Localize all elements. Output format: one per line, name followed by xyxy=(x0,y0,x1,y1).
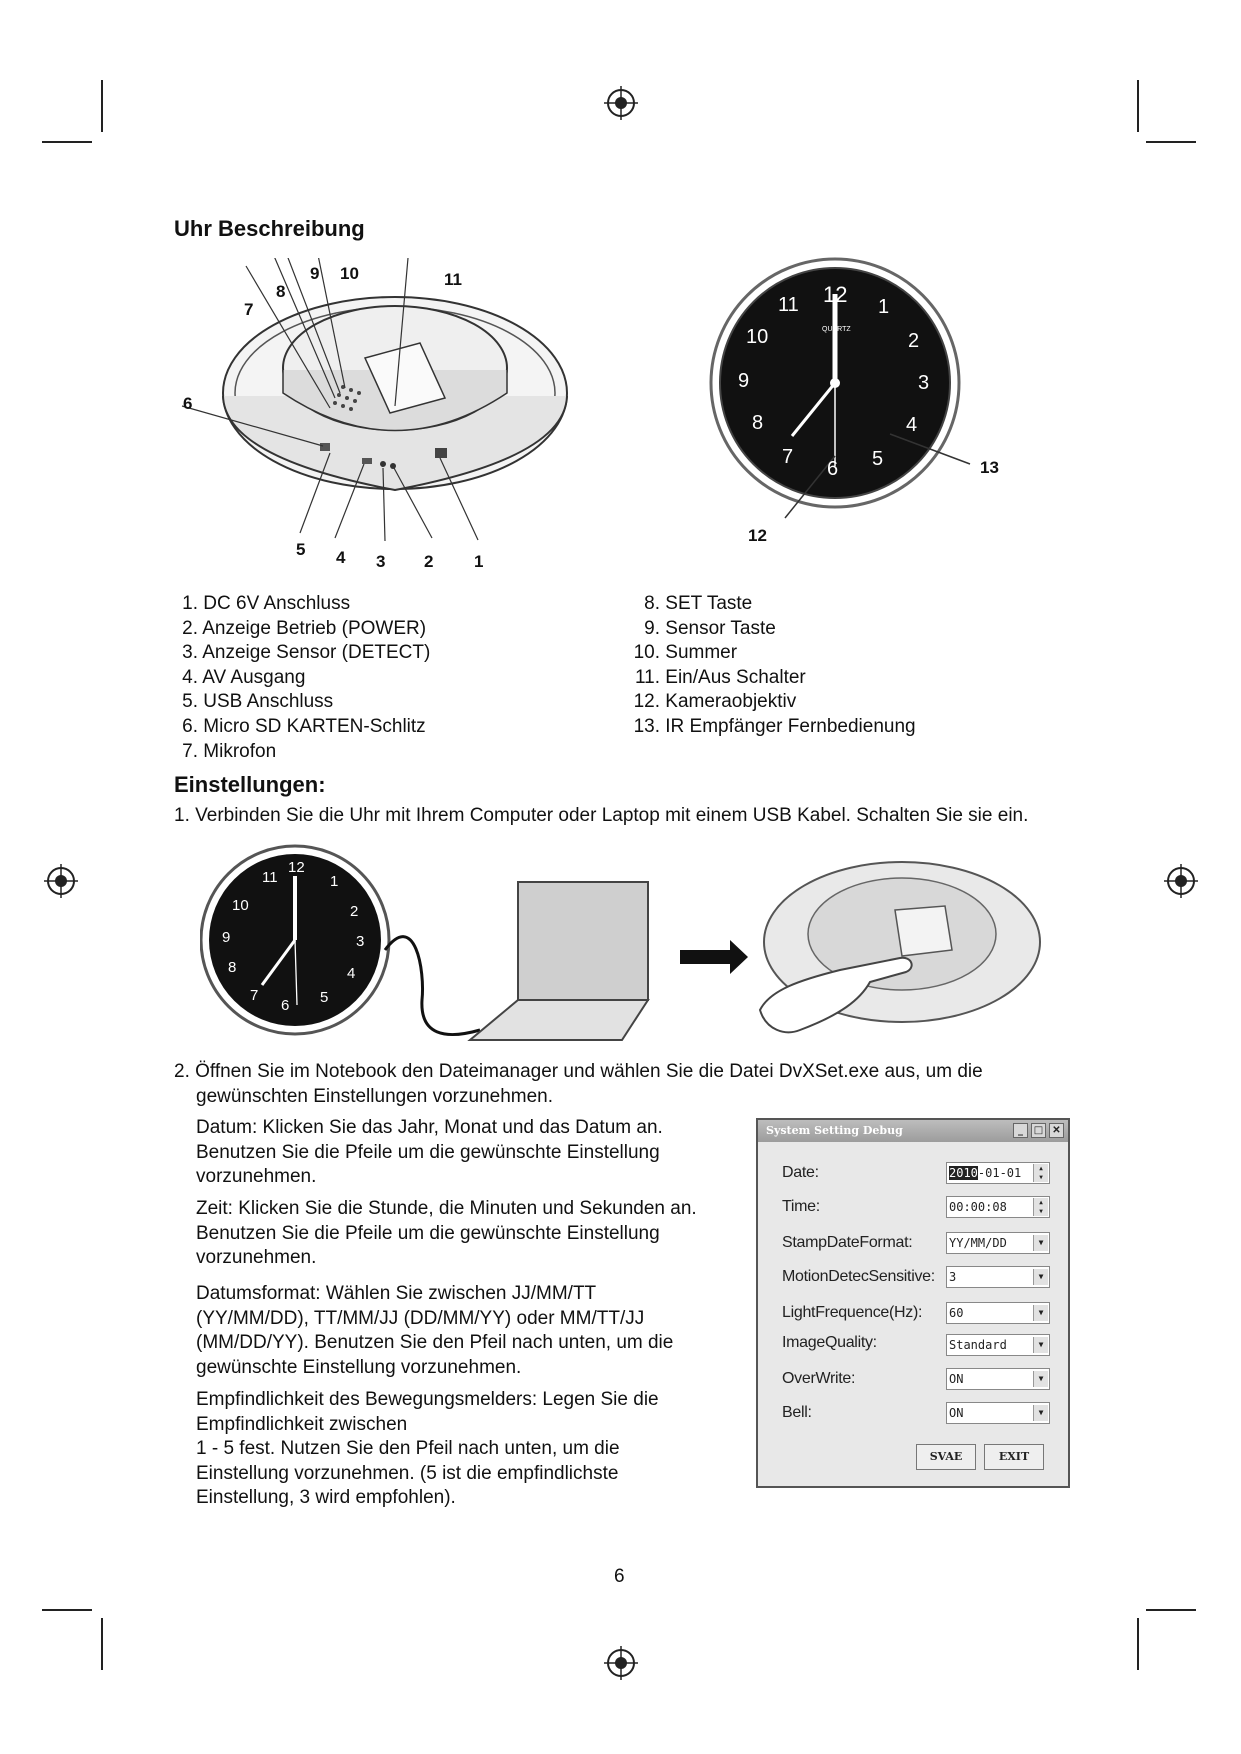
list-item xyxy=(630,592,916,617)
date-year-segment[interactable]: 2010 xyxy=(949,1166,978,1180)
dial-number: 9 xyxy=(738,370,750,392)
motion-sensitivity-value: 3 xyxy=(949,1270,957,1284)
close-icon[interactable]: ✕ xyxy=(1049,1123,1064,1138)
date-label: Date: xyxy=(782,1164,819,1181)
paragraph-line: vorzunehmen. xyxy=(196,1247,317,1269)
paragraph-line: Empfindlichkeit zwischen xyxy=(196,1413,408,1435)
list-item xyxy=(180,617,430,642)
svg-text:8: 8 xyxy=(228,959,237,976)
dial-number: 4 xyxy=(906,414,918,436)
list-item xyxy=(630,715,916,740)
paragraph-line: (YY/MM/DD), TT/MM/JJ (DD/MM/YY) oder MM/TT/JJ xyxy=(196,1307,645,1329)
paragraph-date xyxy=(196,1116,663,1190)
paragraph-sensitivity xyxy=(196,1388,659,1511)
dial-number: 8 xyxy=(752,412,764,434)
callout-label: 13 xyxy=(980,458,999,477)
list-text: Micro SD KARTEN-Schlitz xyxy=(203,715,426,737)
svg-text:11: 11 xyxy=(262,869,278,886)
dropdown-arrow-icon[interactable]: ▼ xyxy=(1033,1235,1048,1251)
svg-text:3: 3 xyxy=(356,933,365,950)
spin-arrows-icon[interactable]: ▲ ▼ xyxy=(1033,1164,1048,1182)
callout-label: 10 xyxy=(340,264,359,283)
svg-text:9: 9 xyxy=(222,929,231,946)
dial-number: 11 xyxy=(778,294,799,316)
light-frequency-select[interactable] xyxy=(946,1302,1050,1324)
time-value: 00:00:08 xyxy=(949,1200,1007,1214)
crop-mark xyxy=(1137,1618,1139,1670)
dial-number: 1 xyxy=(878,296,890,318)
image-quality-select[interactable] xyxy=(946,1334,1050,1356)
list-text: Anzeige Sensor (DETECT) xyxy=(202,642,431,664)
svg-text:7: 7 xyxy=(250,987,259,1004)
registration-mark-right xyxy=(1164,864,1198,898)
paragraph-line: gewünschte Einstellung vorzunehmen. xyxy=(196,1356,522,1378)
callout-label: 9 xyxy=(310,264,320,283)
paragraph-line: Benutzen Sie die Pfeile um die gewünschte Einstellung xyxy=(196,1141,660,1163)
save-button[interactable]: SVAE xyxy=(916,1444,976,1470)
list-number: 4. xyxy=(182,666,198,688)
list-text: USB Anschluss xyxy=(203,691,334,713)
list-text: DC 6V Anschluss xyxy=(203,593,351,614)
time-label: Time: xyxy=(782,1198,820,1215)
dropdown-arrow-icon[interactable]: ▼ xyxy=(1033,1305,1048,1321)
motion-sensitivity-label: MotionDetecSensitive: xyxy=(782,1268,935,1285)
connection-illustration xyxy=(200,840,1060,1050)
overwrite-select[interactable] xyxy=(946,1368,1050,1390)
callout-label: 11 xyxy=(444,270,462,289)
dial-number: 3 xyxy=(918,372,930,394)
dropdown-arrow-icon[interactable]: ▼ xyxy=(1033,1405,1048,1421)
paragraph-line: Einstellung vorzunehmen. (5 ist die empfindlichste xyxy=(196,1462,619,1484)
callout-label: 4 xyxy=(336,548,346,567)
callout-label: 8 xyxy=(276,282,286,301)
crop-mark xyxy=(42,141,92,143)
list-item xyxy=(180,740,430,765)
maximize-icon[interactable]: □ xyxy=(1031,1123,1046,1138)
svg-text:10: 10 xyxy=(232,897,249,914)
list-text: Anzeige Betrieb (POWER) xyxy=(202,617,427,639)
list-text: AV Ausgang xyxy=(202,666,306,688)
list-number: 6. xyxy=(182,715,198,737)
paragraph-line: (MM/DD/YY). Benutzen Sie den Pfeil nach unten, um die xyxy=(196,1332,674,1354)
motion-sensitivity-select[interactable] xyxy=(946,1266,1050,1288)
light-frequency-label: LightFrequence(Hz): xyxy=(782,1304,923,1321)
list-item xyxy=(630,690,916,715)
paragraph-line: Einstellung, 3 wird empfohlen). xyxy=(196,1487,456,1509)
dropdown-arrow-icon[interactable]: ▼ xyxy=(1033,1371,1048,1387)
registration-mark-left xyxy=(44,864,78,898)
bell-label: Bell: xyxy=(782,1404,812,1421)
stamp-format-label: StampDateFormat: xyxy=(782,1234,913,1251)
svg-text:2: 2 xyxy=(350,903,359,920)
step-2-line-2: gewünschten Einstellungen vorzunehmen. xyxy=(196,1086,554,1107)
list-number: 8. xyxy=(644,593,660,614)
bell-select[interactable] xyxy=(946,1402,1050,1424)
date-rest-segment[interactable]: -01-01 xyxy=(977,1166,1022,1180)
paragraph-line: Zeit: Klicken Sie die Stunde, die Minuten und Sekunden an. xyxy=(196,1198,697,1219)
stamp-format-value: YY/MM/DD xyxy=(949,1236,1007,1250)
list-text: Kameraobjektiv xyxy=(665,691,797,713)
registration-mark-bottom xyxy=(604,1646,638,1680)
paragraph-line: Datumsformat: Wählen Sie zwischen JJ/MM/TT xyxy=(196,1283,597,1304)
stamp-format-select[interactable] xyxy=(946,1232,1050,1254)
list-text: Mikrofon xyxy=(203,740,277,762)
list-number: 9. xyxy=(644,617,660,639)
list-item xyxy=(630,666,916,691)
paragraph-line: Empfindlichkeit des Bewegungsmelders: Legen Sie die xyxy=(196,1389,659,1410)
section-heading-clock: Uhr Beschreibung xyxy=(174,216,365,241)
paragraph-line: Benutzen Sie die Pfeile um die gewünschte Einstellung xyxy=(196,1222,660,1244)
paragraph-date-format xyxy=(196,1282,673,1380)
dial-number: 5 xyxy=(872,448,884,470)
svg-text:4: 4 xyxy=(347,965,356,982)
list-number: 11. xyxy=(634,666,660,688)
list-text: Sensor Taste xyxy=(665,617,776,639)
crop-mark xyxy=(1137,80,1139,132)
list-item xyxy=(180,690,430,715)
date-field[interactable] xyxy=(946,1162,1050,1184)
list-text: Summer xyxy=(665,642,738,664)
page-number: 6 xyxy=(614,1566,625,1587)
exit-button[interactable]: EXIT xyxy=(984,1444,1044,1470)
list-item xyxy=(630,641,916,666)
callout-label: 7 xyxy=(244,300,254,319)
svg-text:6: 6 xyxy=(281,997,290,1014)
dialog-title-bar xyxy=(758,1120,1068,1142)
parts-list-left xyxy=(180,592,430,764)
list-item xyxy=(180,666,430,691)
settings-dialog xyxy=(756,1118,1070,1488)
step-1-text: 1. Verbinden Sie die Uhr mit Ihrem Computer oder Laptop mit einem USB Kabel. Schalten Sie sie ein. xyxy=(174,805,1029,826)
spin-arrows-icon[interactable]: ▲ ▼ xyxy=(1033,1198,1048,1216)
list-text: SET Taste xyxy=(665,593,753,614)
list-number: 10. xyxy=(633,642,660,664)
svg-text:12: 12 xyxy=(288,859,305,876)
dialog-title: System Setting Debug xyxy=(766,1124,903,1137)
list-number: 1. xyxy=(182,593,198,614)
dial-number: 10 xyxy=(746,326,769,348)
callout-label: 2 xyxy=(424,552,434,571)
list-item xyxy=(180,592,430,617)
overwrite-label: OverWrite: xyxy=(782,1370,856,1387)
image-quality-label: ImageQuality: xyxy=(782,1334,877,1351)
callout-label: 5 xyxy=(296,540,306,559)
registration-mark-top xyxy=(604,86,638,120)
dial-number: 7 xyxy=(782,446,794,468)
step-2-line-1: 2. Öffnen Sie im Notebook den Dateimanager und wählen Sie die Datei DvXSet.exe aus, um die xyxy=(174,1061,983,1082)
time-field[interactable] xyxy=(946,1196,1050,1218)
callout-label: 1 xyxy=(474,552,484,571)
list-number: 7. xyxy=(182,740,198,762)
dropdown-arrow-icon[interactable]: ▼ xyxy=(1033,1269,1048,1285)
section-heading-settings: Einstellungen: xyxy=(174,772,326,797)
list-text: Ein/Aus Schalter xyxy=(665,666,806,688)
overwrite-value: ON xyxy=(949,1372,964,1386)
clock-back-diagram xyxy=(180,258,580,578)
bell-value: ON xyxy=(949,1406,964,1420)
dial-brand: QUARTZ xyxy=(822,326,851,333)
crop-mark xyxy=(1146,1609,1196,1611)
paragraph-line: Datum: Klicken Sie das Jahr, Monat und das Datum an. xyxy=(196,1117,663,1138)
light-frequency-value: 60 xyxy=(949,1306,964,1320)
image-quality-value: Standard xyxy=(949,1338,1007,1352)
list-number: 3. xyxy=(182,642,198,664)
list-item xyxy=(630,617,916,642)
dropdown-arrow-icon[interactable]: ▼ xyxy=(1033,1337,1048,1353)
list-number: 13. xyxy=(633,715,660,737)
crop-mark xyxy=(42,1609,92,1611)
minimize-icon[interactable]: _ xyxy=(1013,1123,1028,1138)
list-number: 5. xyxy=(182,691,198,713)
crop-mark xyxy=(1146,141,1196,143)
paragraph-time xyxy=(196,1197,697,1271)
dial-number: 6 xyxy=(827,458,839,480)
list-item xyxy=(180,641,430,666)
dial-number: 2 xyxy=(908,330,920,352)
dial-number: 12 xyxy=(823,282,848,307)
svg-text:1: 1 xyxy=(330,873,339,890)
paragraph-line: 1 - 5 fest. Nutzen Sie den Pfeil nach unten, um die xyxy=(196,1438,620,1460)
paragraph-line: vorzunehmen. xyxy=(196,1166,317,1188)
parts-list-right xyxy=(630,592,916,740)
crop-mark xyxy=(101,1618,103,1670)
list-number: 2. xyxy=(182,617,198,639)
svg-text:5: 5 xyxy=(320,989,329,1006)
callout-label: 6 xyxy=(183,394,193,413)
list-text: IR Empfänger Fernbedienung xyxy=(665,715,916,737)
list-number: 12. xyxy=(633,691,660,713)
callout-label: 3 xyxy=(376,552,386,571)
list-item xyxy=(180,715,430,740)
callout-label: 12 xyxy=(748,526,767,545)
crop-mark xyxy=(101,80,103,132)
